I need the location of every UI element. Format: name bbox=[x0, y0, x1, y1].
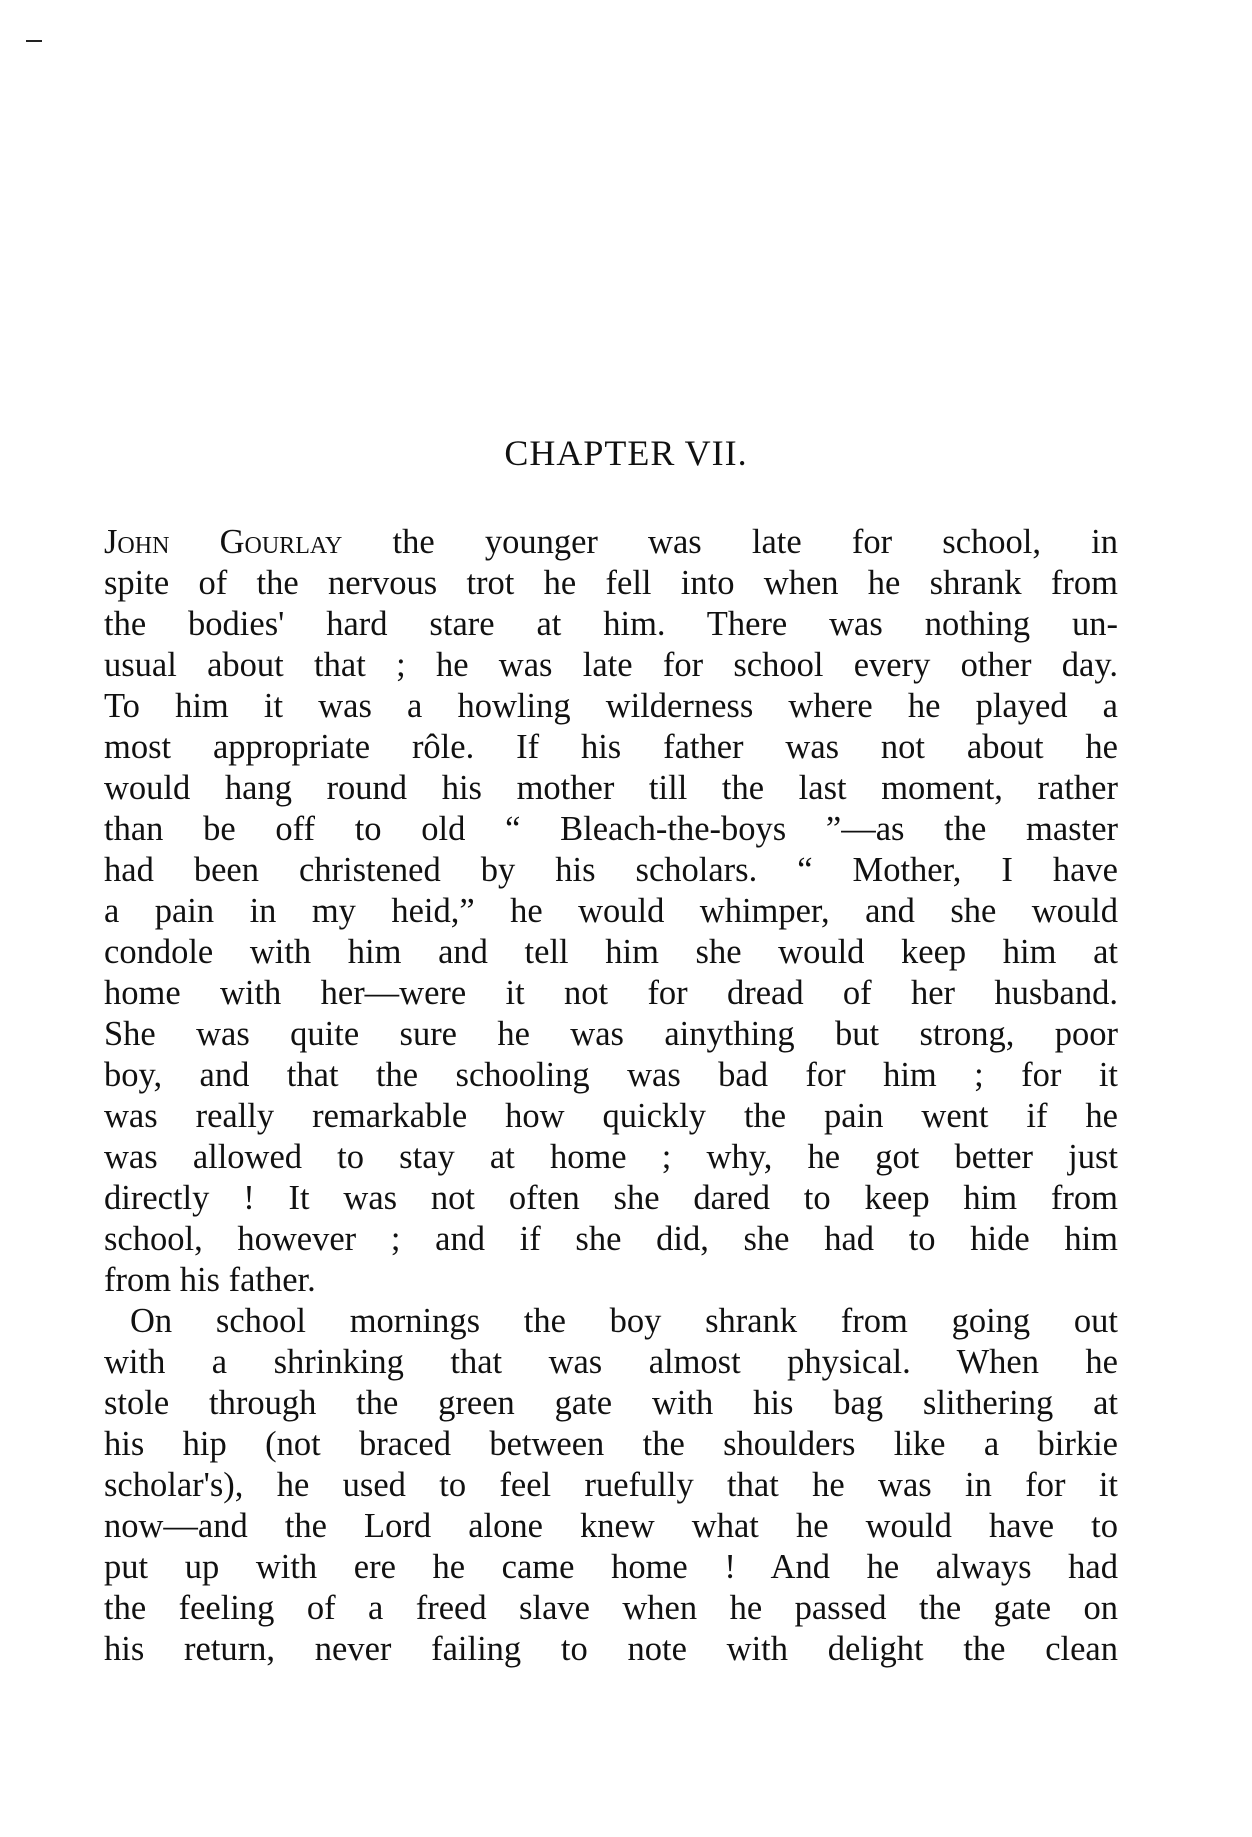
text-line: She was quite sure he was ainything but strong, poor bbox=[104, 1015, 1118, 1053]
chapter-body bbox=[104, 522, 1118, 1670]
text-line: On school mornings the boy shrank from going out bbox=[130, 1302, 1118, 1340]
scan-mark bbox=[26, 40, 42, 42]
text-line: put up with ere he came home ! And he always had bbox=[104, 1548, 1118, 1586]
text-line: spite of the nervous trot he fell into when he shrank from bbox=[104, 564, 1118, 602]
opening-name: John Gourlay bbox=[104, 523, 343, 561]
text-span: the younger was late for school, in bbox=[342, 523, 1118, 561]
text-line: had been christened by his scholars. “ Mother, I have bbox=[104, 851, 1118, 889]
text-line: a pain in my heid,” he would whimper, and she would bbox=[104, 892, 1118, 930]
text-line: directly ! It was not often she dared to keep him from bbox=[104, 1179, 1118, 1217]
text-line bbox=[104, 522, 1118, 563]
text-line: than be off to old “ Bleach-the-boys ”—as the master bbox=[104, 810, 1118, 848]
text-line: from his father. bbox=[104, 1261, 316, 1299]
text-line: most appropriate rôle. If his father was not about he bbox=[104, 728, 1118, 766]
text-line: was really remarkable how quickly the pain went if he bbox=[104, 1097, 1118, 1135]
text-line: now—and the Lord alone knew what he would have to bbox=[104, 1507, 1118, 1545]
text-line: boy, and that the schooling was bad for him ; for it bbox=[104, 1056, 1118, 1094]
text-line: To him it was a howling wilderness where he played a bbox=[104, 687, 1118, 725]
chapter-heading: CHAPTER VII. bbox=[504, 433, 748, 473]
text-line: usual about that ; he was late for school every other day. bbox=[104, 646, 1118, 684]
text-line: stole through the green gate with his bag slithering at bbox=[104, 1384, 1118, 1422]
text-line: the bodies' hard stare at him. There was nothing un- bbox=[104, 605, 1118, 643]
text-line: home with her—were it not for dread of her husband. bbox=[104, 974, 1118, 1012]
text-line: would hang round his mother till the last moment, rather bbox=[104, 769, 1118, 807]
text-line: condole with him and tell him she would keep him at bbox=[104, 933, 1118, 971]
text-line: the feeling of a freed slave when he passed the gate on bbox=[104, 1589, 1118, 1627]
text-line: his return, never failing to note with delight the clean bbox=[104, 1630, 1118, 1668]
text-line: with a shrinking that was almost physical. When he bbox=[104, 1343, 1118, 1381]
text-line: was allowed to stay at home ; why, he got better just bbox=[104, 1138, 1118, 1176]
text-line: school, however ; and if she did, she had to hide him bbox=[104, 1220, 1118, 1258]
text-line: his hip (not braced between the shoulders like a birkie bbox=[104, 1425, 1118, 1463]
text-line: scholar's), he used to feel ruefully that he was in for it bbox=[104, 1466, 1118, 1504]
